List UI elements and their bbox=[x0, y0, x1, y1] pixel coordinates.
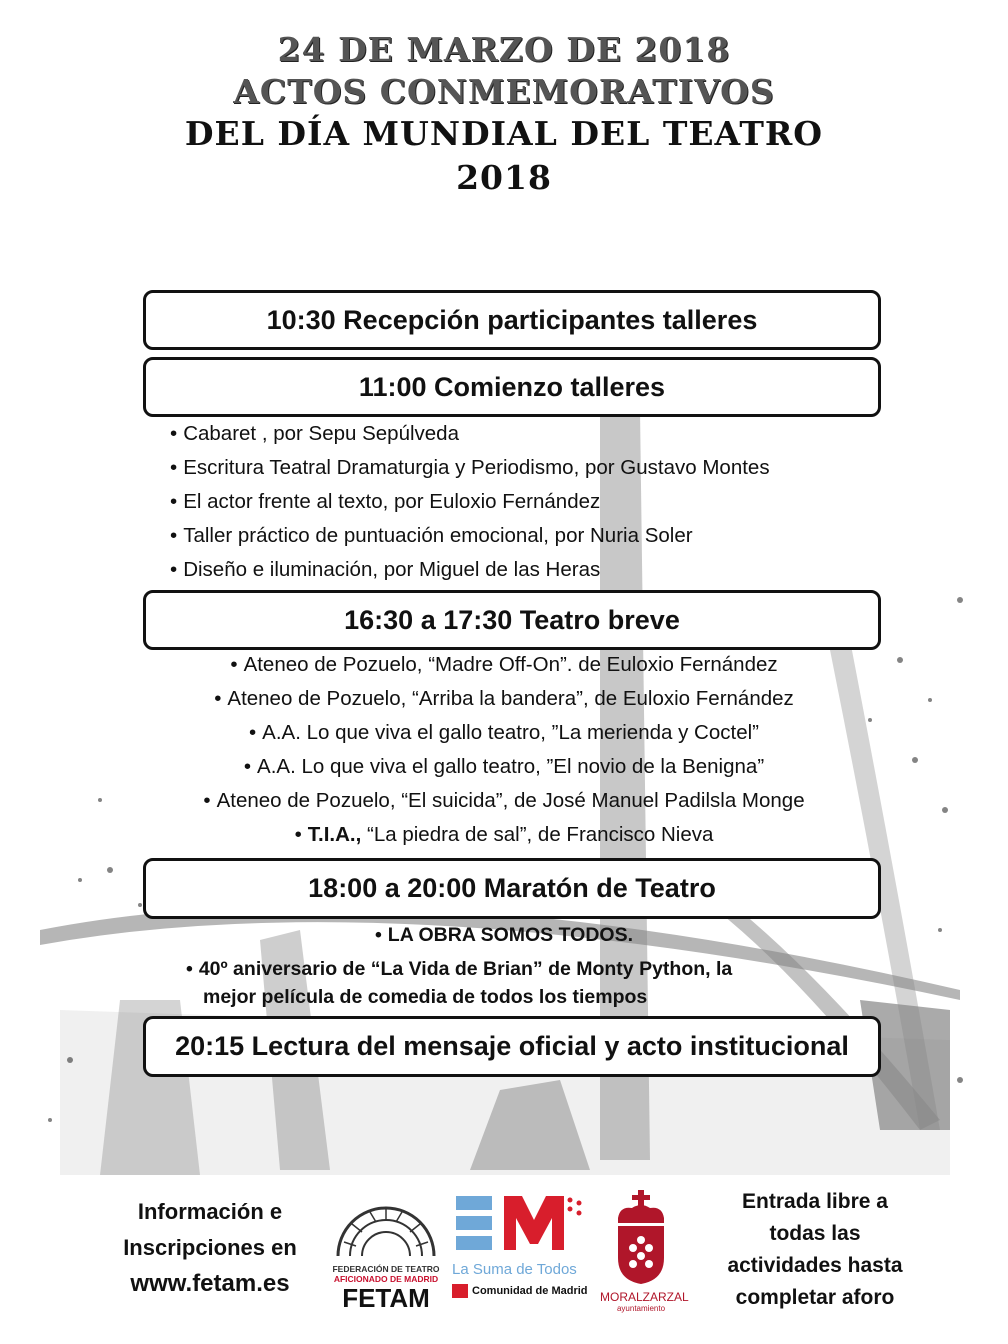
reading-box bbox=[143, 1016, 881, 1077]
list-item: • LA OBRA SOMOS TODOS. bbox=[374, 924, 634, 946]
info-block bbox=[95, 1194, 325, 1302]
cm-emblem-icon bbox=[452, 1190, 586, 1256]
bullet-icon: • bbox=[170, 524, 178, 547]
entry-line: Entrada libre a bbox=[742, 1190, 888, 1213]
bullet-icon: • bbox=[230, 653, 238, 676]
fetam-line1: FEDERACIÓN DE TEATRO bbox=[332, 1264, 440, 1274]
workshops-title: 11:00 Comienzo talleres bbox=[358, 372, 666, 402]
bullet-icon: • bbox=[170, 456, 178, 479]
list-item: • Escritura Teatral Dramaturgia y Periodismo, por Gustavo Montes bbox=[170, 456, 770, 479]
marathon-title: 18:00 a 20:00 Maratón de Teatro bbox=[308, 873, 716, 903]
bullet-icon: • bbox=[186, 958, 193, 980]
info-line: Inscripciones en bbox=[123, 1235, 297, 1260]
moralzarzal-sub: ayuntamiento bbox=[616, 1304, 666, 1313]
cm-name-row bbox=[452, 1284, 598, 1298]
bullet-icon: • bbox=[203, 789, 211, 812]
reception-label: 10:30 Recepción participantes talleres bbox=[266, 305, 758, 335]
fetam-line2: AFICIONADO DE MADRID bbox=[333, 1274, 439, 1284]
bullet-icon: • bbox=[243, 755, 252, 778]
marathon-box bbox=[143, 858, 881, 919]
list-item: • 40º aniversario de “La Vida de Brian” de Monty Python, la bbox=[186, 958, 733, 980]
list-item: • Ateneo de Pozuelo, “Arriba la bandera”, de Euloxio Fernández bbox=[214, 687, 794, 710]
theatre-arch-icon bbox=[330, 1190, 442, 1260]
list-item: • Ateneo de Pozuelo, “El suicida”, de José Manuel Padilsla Monge bbox=[203, 789, 805, 812]
entry-line: actividades hasta bbox=[727, 1254, 903, 1277]
list-item: • Ateneo de Pozuelo, “Madre Off-On”. de Euloxio Fernández bbox=[230, 653, 778, 676]
moralzarzal-name: MORALZARZAL bbox=[600, 1290, 689, 1304]
moralzarzal-logo bbox=[600, 1188, 689, 1314]
header-title: DEL DÍA MUNDIAL DEL TEATRO bbox=[184, 114, 824, 153]
bullet-icon: • bbox=[170, 490, 178, 513]
cm-slogan: La Suma de Todos bbox=[452, 1261, 577, 1278]
list-item: • Cabaret , por Sepu Sepúlveda bbox=[170, 422, 459, 445]
cm-name: Comunidad de Madrid bbox=[472, 1285, 588, 1297]
comunidad-madrid-logo bbox=[452, 1190, 598, 1310]
short-theatre-box bbox=[143, 590, 881, 650]
short-theatre-title: 16:30 a 17:30 Teatro breve bbox=[344, 605, 680, 635]
cm-flag-icon bbox=[452, 1284, 468, 1298]
coat-of-arms-icon bbox=[600, 1188, 682, 1286]
list-item-continuation: mejor película de comedia de todos los tiempos bbox=[203, 986, 648, 1008]
bullet-icon: • bbox=[374, 924, 382, 946]
entry-block bbox=[705, 1186, 925, 1314]
info-line: Información e bbox=[137, 1199, 283, 1224]
fetam-name: FETAM bbox=[342, 1283, 430, 1313]
bullet-icon: • bbox=[214, 687, 222, 710]
entry-line: completar aforo bbox=[735, 1286, 895, 1309]
header-date: 24 DE MARZO DE 2018 bbox=[277, 30, 731, 69]
workshops-box bbox=[143, 357, 881, 417]
bullet-icon: • bbox=[170, 558, 178, 581]
info-link[interactable]: www.fetam.es bbox=[130, 1270, 290, 1297]
reception-box bbox=[143, 290, 881, 350]
list-item: • Taller práctico de puntuación emocional, por Nuria Soler bbox=[170, 524, 693, 547]
bullet-icon: • bbox=[170, 422, 178, 445]
bullet-icon: • bbox=[294, 823, 302, 846]
entry-line: todas las bbox=[769, 1222, 861, 1245]
list-item: • El actor frente al texto, por Euloxio Fernández bbox=[170, 490, 601, 513]
reading-title: 20:15 Lectura del mensaje oficial y acto institucional bbox=[175, 1031, 849, 1061]
header-year: 2018 bbox=[456, 158, 552, 197]
list-item: • T.I.A., “La piedra de sal”, de Francisco Nieva bbox=[294, 823, 714, 846]
list-item: • A.A. Lo que viva el gallo teatro, ”La merienda y Coctel” bbox=[248, 721, 759, 744]
fetam-logo bbox=[330, 1190, 442, 1313]
list-item: • A.A. Lo que viva el gallo teatro, ”El novio de la Benigna” bbox=[243, 755, 765, 778]
header-subtitle: ACTOS CONMEMORATIVOS bbox=[233, 72, 775, 111]
bullet-icon: • bbox=[248, 721, 257, 744]
list-item: • Diseño e iluminación, por Miguel de las Heras bbox=[170, 558, 601, 581]
